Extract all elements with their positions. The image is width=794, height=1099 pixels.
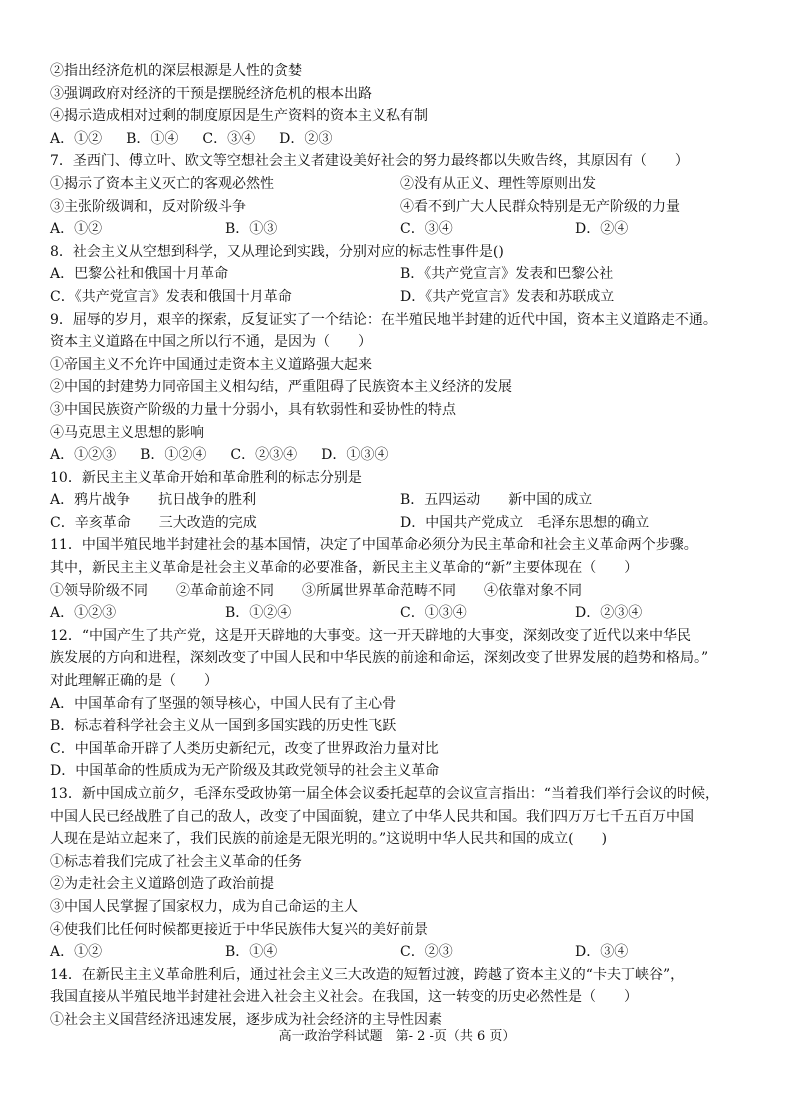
q13-choice-b: B．①④ (225, 944, 278, 961)
q11-options: ①领导阶级不同 ②革命前途不同 ③所属世界革命范畴不同 ④依靠对象不同 (50, 582, 582, 599)
q12-choice-d: D．中国革命的性质成为无产阶级及其政党领导的社会主义革命 (50, 763, 440, 780)
q11-choice-b: B．①②④ (225, 605, 292, 622)
q6-option-4: ④揭示造成相对过剩的制度原因是生产资料的资本主义私有制 (50, 108, 428, 125)
q13-choice-a: A．①② (50, 944, 103, 961)
q12-choice-a: A．中国革命有了坚强的领导核心，中国人民有了主心骨 (50, 695, 397, 712)
q6-choice-b: B．①④ (126, 130, 179, 147)
q14-stem-1: 14．在新民主主义革命胜利后，通过社会主义三大改造的短暂过渡，跨越了资本主义的“卡夫丁峡谷”， (50, 966, 685, 983)
q7-option-4: ④看不到广大人民群众特别是无产阶级的力量 (400, 198, 680, 215)
q12-stem-1: 12．“中国产生了共产党，这是开天辟地的大事变。这一开天辟地的大事变，深刻改变了近代以来中华民 (50, 627, 691, 644)
q12-stem-2: 族发展的方向和进程，深刻改变了中国人民和中华民族的前途和命运，深刻改变了世界发展的趋势和格局。” (50, 650, 709, 667)
q8-choice-b: B．《共产党宣言》发表和巴黎公社 (400, 266, 614, 283)
q11-stem-1: 11．中国半殖民地半封建社会的基本国情，决定了中国革命必须分为民主革命和社会主义革命两个步骤。 (50, 537, 698, 554)
q7-choice-a: A．①② (50, 221, 103, 238)
q7-choices (50, 218, 750, 241)
q7-choice-b: B．①③ (225, 221, 278, 238)
q13-stem-1: 13．新中国成立前夕，毛泽东受政协第一届全体会议委托起草的会议宣言指出：“当着我们举行会议的时候， (50, 786, 719, 802)
q12-stem-3: 对此理解正确的是（ ） (50, 673, 218, 690)
q13-choice-d: D．③④ (575, 944, 629, 961)
q9-option-3: ③中国民族资产阶级的力量十分弱小，具有软弱性和妥协性的特点 (50, 401, 456, 418)
q6-choice-d: D．②③ (279, 130, 333, 147)
q9-choice-d: D．①③④ (321, 447, 389, 464)
q7-option-2: ②没有从正义、理性等原则出发 (400, 175, 596, 192)
q10-choices-row-1 (50, 489, 750, 512)
q13-option-2: ②为走社会主义道路创造了政治前提 (50, 876, 274, 893)
q7-stem: 7．圣西门、傅立叶、欧文等空想社会主义者建设美好社会的努力最终都以失败告终，其原因有（ ） (50, 153, 689, 170)
q11-stem-2: 其中，新民主主义革命是社会主义革命的必要准备，新民主主义革命的“新”主要体现在（ ） (50, 560, 639, 577)
q8-choices-row-2 (50, 286, 750, 309)
q6-option-2: ②指出经济危机的深层根源是人性的贪婪 (50, 63, 302, 79)
q11-choice-d: D．②③④ (575, 605, 643, 622)
q10-choice-d: D．中国共产党成立 毛泽东思想的确立 (400, 514, 650, 531)
q12-choice-b: B．标志着科学社会主义从一国到多国实践的历史性飞跃 (50, 718, 397, 735)
q13-option-1: ①标志着我们完成了社会主义革命的任务 (50, 853, 302, 870)
question-content (50, 60, 750, 1032)
q9-stem-1: 9．屈辱的岁月，艰辛的探索，反复证实了一个结论：在半殖民地半封建的近代中国，资本主义道路走不通。 (50, 311, 717, 328)
q9-option-4: ④马克思主义思想的影响 (50, 424, 204, 441)
q7-choice-c: C．③④ (400, 221, 453, 238)
q13-choices (50, 941, 750, 964)
q14-stem-2: 我国直接从半殖民地半封建社会进入社会主义社会。在我国，这一转变的历史必然性是（ ） (50, 989, 638, 1006)
q7-options-row-2 (50, 196, 750, 219)
q10-choice-b: B．五四运动 新中国的成立 (400, 492, 593, 509)
q9-stem-2: 资本主义道路在中国之所以行不通，是因为（ ） (50, 334, 372, 351)
q8-choice-d: D．《共产党宣言》发表和苏联成立 (400, 288, 615, 305)
q7-option-1: ①揭示了资本主义灭亡的客观必然性 (50, 175, 274, 192)
q9-choice-a: A．①②③ (50, 447, 117, 464)
q8-choice-a: A．巴黎公社和俄国十月革命 (50, 266, 229, 283)
q12-choice-c: C．中国革命开辟了人类历史新纪元，改变了世界政治力量对比 (50, 740, 439, 757)
q7-options-row-1 (50, 173, 750, 196)
q9-option-2: ②中国的封建势力同帝国主义相勾结，严重阻碍了民族资本主义经济的发展 (50, 379, 512, 396)
q10-choices-row-2 (50, 512, 750, 535)
q14-option-1: ①社会主义国营经济迅速发展，逐步成为社会经济的主导性因素 (50, 1011, 442, 1028)
q8-stem: 8．社会主义从空想到科学，又从理论到实践，分别对应的标志性事件是() (50, 243, 504, 260)
q9-choice-b: B．①②④ (140, 447, 207, 464)
q10-choice-a: A．鸦片战争 抗日战争的胜利 (50, 492, 257, 509)
q11-choice-a: A．①②③ (50, 605, 117, 622)
q9-choices (50, 444, 750, 467)
q13-option-3: ③中国人民掌握了国家权力，成为自己命运的主人 (50, 898, 358, 915)
q9-option-1: ①帝国主义不允许中国通过走资本主义道路强大起来 (50, 356, 372, 373)
q10-choice-c: C．辛亥革命 三大改造的完成 (50, 514, 257, 531)
q6-option-3: ③强调政府对经济的干预是摆脱经济危机的根本出路 (50, 85, 372, 102)
q9-choice-c: C．②③④ (230, 447, 298, 464)
q13-stem-2: 中国人民已经战胜了自己的敌人，改变了中国面貌，建立了中华人民共和国。我们四万万七千五百万中国 (50, 808, 694, 825)
q11-choices (50, 602, 750, 625)
q6-choices (50, 128, 750, 151)
q10-stem: 10．新民主主义革命开始和革命胜利的标志分别是 (50, 469, 362, 486)
q8-choices-row-1 (50, 263, 750, 286)
page-footer: 高一政治学科试题 第- 2 -页（共 6 页） (278, 1029, 516, 1044)
q7-option-3: ③主张阶级调和，反对阶级斗争 (50, 198, 246, 215)
q8-choice-c: C．《共产党宣言》发表和俄国十月革命 (50, 288, 292, 305)
q11-choice-c: C．①③④ (400, 605, 467, 622)
q13-choice-c: C．②③ (400, 944, 453, 961)
q13-option-4: ④使我们比任何时候都更接近于中华民族伟大复兴的美好前景 (50, 921, 428, 938)
q7-choice-d: D．②④ (575, 221, 629, 238)
q6-choice-a: A．①② (50, 130, 103, 147)
q6-choice-c: C．③④ (202, 130, 256, 147)
q13-stem-3: 人现在是站立起来了，我们民族的前途是无限光明的。”这说明中华人民共和国的成立( ) (50, 831, 608, 848)
